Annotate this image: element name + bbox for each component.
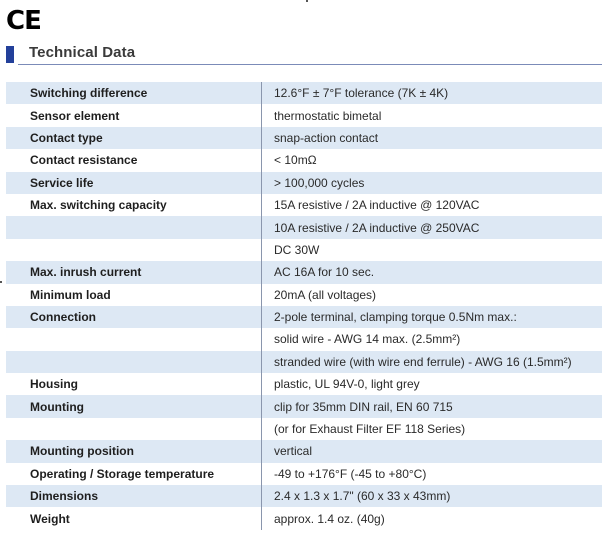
spec-label: Contact resistance	[30, 153, 138, 168]
spec-value: -49 to +176°F (-45 to +80°C)	[274, 466, 427, 481]
column-divider	[261, 351, 262, 373]
table-row	[6, 306, 602, 328]
spec-label: Mounting	[30, 399, 84, 414]
column-divider	[261, 418, 262, 440]
column-divider	[261, 485, 262, 507]
table-row	[6, 194, 602, 216]
spec-value: 15A resistive / 2A inductive @ 120VAC	[274, 198, 480, 213]
ce-mark: CE	[6, 6, 41, 36]
spec-label: Switching difference	[30, 86, 148, 101]
table-row	[6, 373, 602, 395]
column-divider	[261, 172, 262, 194]
spec-value: DC 30W	[274, 242, 320, 257]
spec-value: < 10mΩ	[274, 153, 317, 168]
spec-label: Sensor element	[30, 108, 120, 123]
spec-label: Mounting position	[30, 444, 134, 459]
column-divider	[261, 261, 262, 283]
spec-value: > 100,000 cycles	[274, 175, 365, 190]
spec-label: Contact type	[30, 130, 103, 145]
section-accent-bar	[6, 46, 14, 63]
spec-value: (or for Exhaust Filter EF 118 Series)	[274, 422, 466, 437]
spec-label: Service life	[30, 175, 94, 190]
column-divider	[261, 507, 262, 529]
column-divider	[261, 149, 262, 171]
spec-label: Max. inrush current	[30, 265, 142, 280]
table-row	[6, 485, 602, 507]
column-divider	[261, 440, 262, 462]
table-row	[6, 261, 602, 283]
column-divider	[261, 395, 262, 417]
table-row	[6, 104, 602, 126]
spec-value: 12.6°F ± 7°F tolerance (7K ± 4K)	[274, 86, 449, 101]
spec-value: 2-pole terminal, clamping torque 0.5Nm max.:	[274, 310, 517, 325]
column-divider	[261, 239, 262, 261]
section-title: Technical Data	[29, 44, 136, 61]
section-title-rule	[18, 64, 602, 65]
spec-value: 10A resistive / 2A inductive @ 250VAC	[274, 220, 480, 235]
column-divider	[261, 216, 262, 238]
spec-value: 2.4 x 1.3 x 1.7" (60 x 33 x 43mm)	[274, 489, 451, 504]
column-divider	[261, 373, 262, 395]
spec-value: vertical	[274, 444, 313, 459]
table-row	[6, 127, 602, 149]
spec-label: Operating / Storage temperature	[30, 466, 215, 481]
column-divider	[261, 104, 262, 126]
spec-value: AC 16A for 10 sec.	[274, 265, 375, 280]
spec-value: approx. 1.4 oz. (40g)	[274, 511, 385, 526]
column-divider	[261, 328, 262, 350]
spec-value: solid wire - AWG 14 max. (2.5mm²)	[274, 332, 461, 347]
spec-value: plastic, UL 94V-0, light grey	[274, 377, 420, 392]
column-divider	[261, 82, 262, 104]
spec-label: Minimum load	[30, 287, 111, 302]
spec-label: Max. switching capacity	[30, 198, 167, 213]
table-row	[6, 328, 602, 350]
spec-value: clip for 35mm DIN rail, EN 60 715	[274, 399, 453, 414]
table-row	[6, 463, 602, 485]
table-row	[6, 239, 602, 261]
table-row	[6, 395, 602, 417]
spec-value: thermostatic bimetal	[274, 108, 382, 123]
spec-label: Connection	[30, 310, 96, 325]
spec-label: Dimensions	[30, 489, 99, 504]
section-header	[6, 44, 602, 66]
column-divider	[261, 127, 262, 149]
spec-value: stranded wire (with wire end ferrule) - AWG 16 (1.5mm²)	[274, 354, 572, 369]
technical-data-table	[6, 82, 602, 530]
spec-value: snap-action contact	[274, 130, 379, 145]
table-row	[6, 149, 602, 171]
table-row	[6, 284, 602, 306]
column-divider	[261, 284, 262, 306]
scan-dot	[0, 281, 2, 283]
table-row	[6, 440, 602, 462]
spec-label: Weight	[30, 511, 70, 526]
table-row	[6, 507, 602, 529]
column-divider	[261, 306, 262, 328]
column-divider	[261, 194, 262, 216]
table-row	[6, 82, 602, 104]
table-row	[6, 418, 602, 440]
table-row	[6, 216, 602, 238]
table-row	[6, 172, 602, 194]
spec-label: Housing	[30, 377, 78, 392]
table-row	[6, 351, 602, 373]
column-divider	[261, 463, 262, 485]
scan-dot	[306, 0, 308, 2]
spec-value: 20mA (all voltages)	[274, 287, 377, 302]
